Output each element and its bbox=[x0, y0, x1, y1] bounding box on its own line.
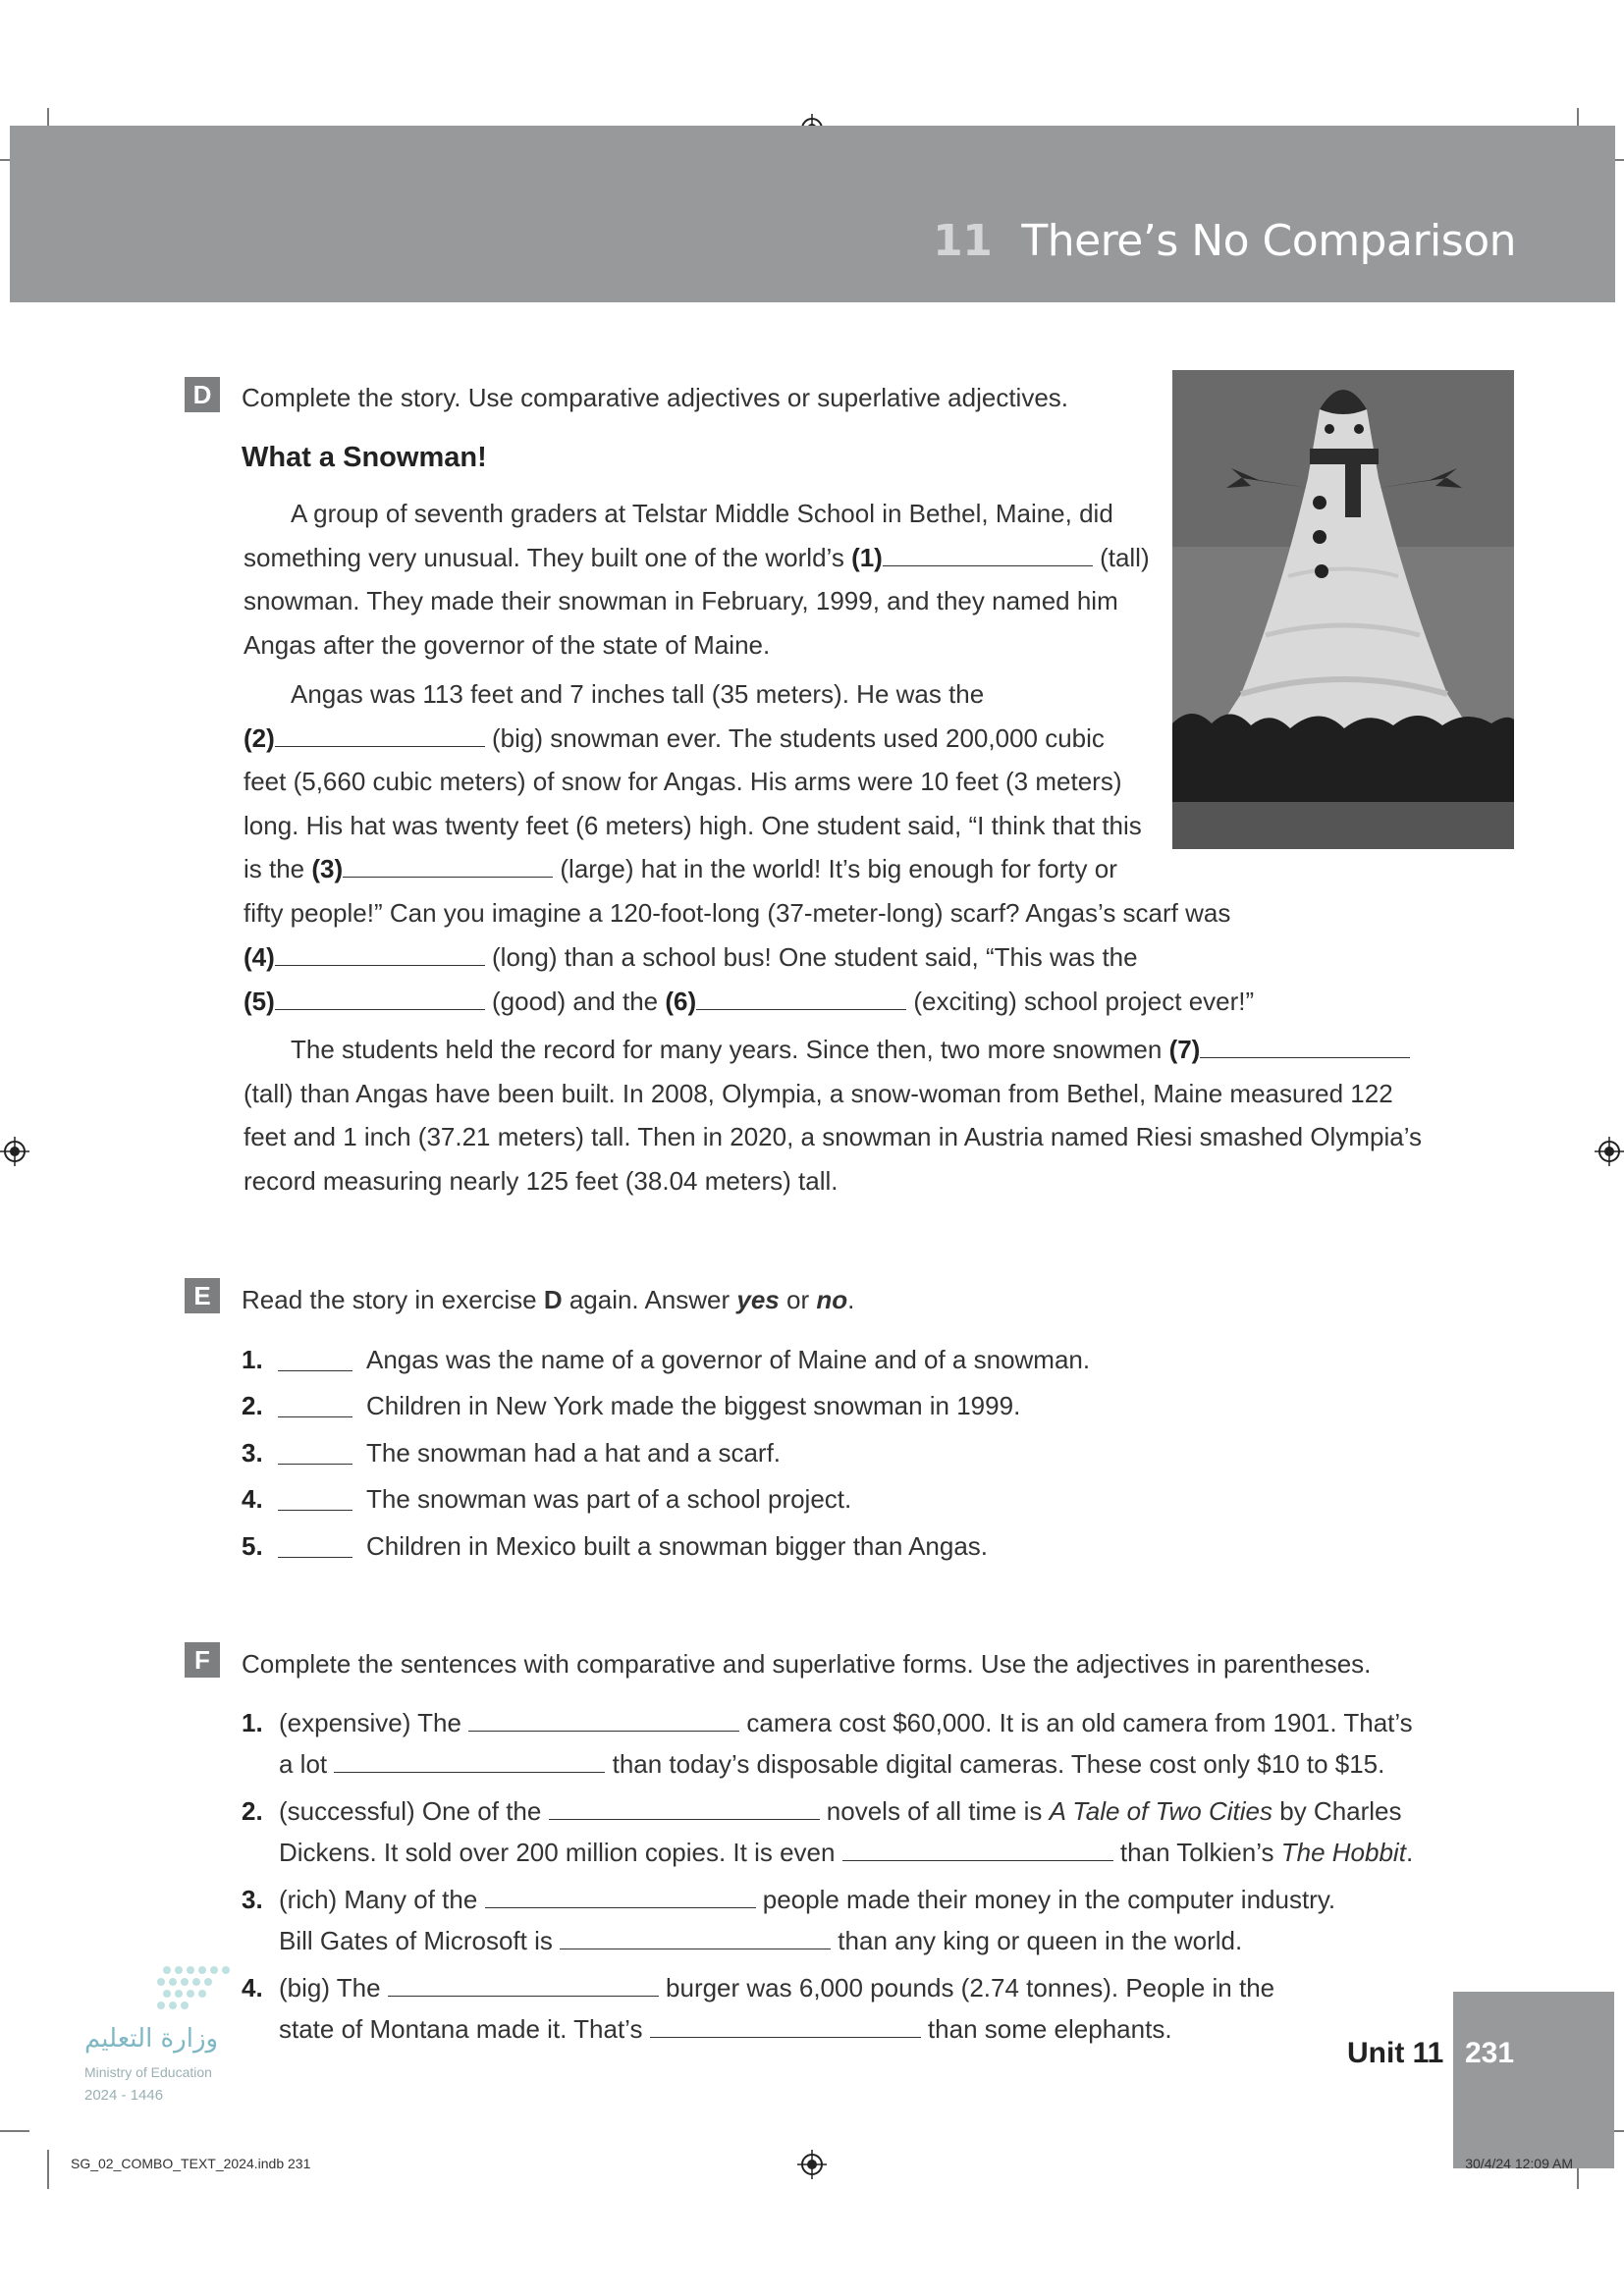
answer-blank[interactable] bbox=[549, 1797, 820, 1820]
exercise-f-instruction: Complete the sentences with comparative and superlative forms. Use the adjectives in parentheses. bbox=[242, 1649, 1372, 1679]
question-number: 5. bbox=[242, 1531, 263, 1561]
ministry-name-english: Ministry of Education bbox=[84, 2064, 212, 2080]
ministry-year: 2024 - 1446 bbox=[84, 2087, 164, 2104]
answer-blank[interactable] bbox=[278, 1343, 352, 1371]
answer-blank[interactable] bbox=[842, 1839, 1113, 1861]
registration-mark-icon bbox=[0, 1137, 29, 1166]
question-number: 1. bbox=[242, 1708, 263, 1737]
answer-blank[interactable] bbox=[485, 1886, 756, 1908]
question-text: Children in New York made the biggest snowman in 1999. bbox=[366, 1391, 1021, 1420]
unit-title: There’s No Comparison bbox=[1021, 216, 1516, 266]
answer-blank[interactable] bbox=[275, 943, 485, 966]
page-number-box bbox=[1453, 1992, 1614, 2168]
crop-mark bbox=[47, 2150, 49, 2189]
story-line: (tall) than Angas have been built. In 2008, Olympia, a snow-woman from Bethel, Maine measured 122 bbox=[244, 1079, 1393, 1108]
question-number: 3. bbox=[242, 1438, 263, 1468]
answer-blank[interactable] bbox=[388, 1974, 659, 1997]
sentence-line: Dickens. It sold over 200 million copies. It is even than Tolkien’s The Hobbit. bbox=[279, 1838, 1414, 1867]
story-line: feet (5,660 cubic meters) of snow for Angas. His arms were 10 feet (3 meters) bbox=[244, 767, 1122, 796]
answer-blank[interactable] bbox=[278, 1482, 352, 1511]
story-line: Angas was 113 feet and 7 inches tall (35 meters). He was the bbox=[291, 679, 985, 709]
answer-blank[interactable] bbox=[278, 1436, 352, 1465]
story-line: Angas after the governor of the state of Maine. bbox=[244, 630, 771, 660]
answer-blank[interactable] bbox=[560, 1927, 831, 1949]
print-slug-right: 30/4/24 12:09 AM bbox=[1465, 2156, 1573, 2171]
story-line: feet and 1 inch (37.21 meters) tall. Then in 2020, a snowman in Austria named Riesi smashed Olympia’s bbox=[244, 1122, 1422, 1151]
header-band bbox=[10, 126, 1615, 302]
registration-mark-icon bbox=[1595, 1137, 1624, 1166]
sentence-line: a lot than today’s disposable digital cameras. These cost only $10 to $15. bbox=[279, 1749, 1385, 1779]
sentence-line: (successful) One of the novels of all time is A Tale of Two Cities by Charles bbox=[279, 1796, 1402, 1826]
story-line: snowman. They made their snowman in February, 1999, and they named him bbox=[244, 586, 1118, 615]
answer-blank[interactable] bbox=[275, 988, 485, 1010]
sentence-line: (rich) Many of the people made their money in the computer industry. bbox=[279, 1885, 1336, 1914]
answer-blank[interactable] bbox=[650, 2015, 921, 2038]
unit-number: 11 bbox=[933, 216, 993, 266]
sentence-line: Bill Gates of Microsoft is than any king or queen in the world. bbox=[279, 1926, 1243, 1955]
question-number: 1. bbox=[242, 1345, 263, 1374]
exercise-d-badge: D bbox=[185, 377, 220, 412]
crop-mark bbox=[0, 2130, 29, 2132]
story-line: A group of seventh graders at Telstar Middle School in Bethel, Maine, did bbox=[291, 499, 1113, 528]
answer-blank[interactable] bbox=[1200, 1036, 1410, 1058]
answer-blank[interactable] bbox=[278, 1529, 352, 1558]
story-line: is the (3) (large) hat in the world! It’s big enough for forty or bbox=[244, 854, 1117, 883]
question-text: Angas was the name of a governor of Maine and of a snowman. bbox=[366, 1345, 1091, 1374]
snowman-photo bbox=[1172, 370, 1514, 849]
story-line: The students held the record for many years. Since then, two more snowmen (7) bbox=[291, 1033, 1410, 1066]
story-line: fifty people!” Can you imagine a 120-foot-long (37-meter-long) scarf? Angas’s scarf was bbox=[244, 898, 1231, 928]
answer-blank[interactable] bbox=[696, 988, 906, 1010]
question-number: 4. bbox=[242, 1973, 263, 2002]
question-number: 3. bbox=[242, 1885, 263, 1914]
story-line: record measuring nearly 125 feet (38.04 meters) tall. bbox=[244, 1166, 839, 1196]
question-text: Children in Mexico built a snowman bigger than Angas. bbox=[366, 1531, 989, 1561]
answer-blank[interactable] bbox=[883, 544, 1093, 566]
answer-blank[interactable] bbox=[334, 1750, 605, 1773]
question-text: The snowman had a hat and a scarf. bbox=[366, 1438, 782, 1468]
sentence-line: (big) The burger was 6,000 pounds (2.74 tonnes). People in the bbox=[279, 1973, 1275, 2002]
exercise-e-badge: E bbox=[185, 1278, 220, 1313]
question-number: 2. bbox=[242, 1391, 263, 1420]
story-line: something very unusual. They built one of the world’s (1) (tall) bbox=[244, 543, 1150, 572]
question-number: 2. bbox=[242, 1796, 263, 1826]
exercise-d-instruction: Complete the story. Use comparative adjectives or superlative adjectives. bbox=[242, 383, 1069, 412]
answer-blank[interactable] bbox=[468, 1709, 739, 1732]
answer-blank[interactable] bbox=[278, 1389, 352, 1417]
exercise-e-instruction: Read the story in exercise D again. Answer yes or no. bbox=[242, 1285, 855, 1314]
registration-mark-icon bbox=[797, 2150, 827, 2179]
answer-blank[interactable] bbox=[275, 724, 485, 747]
question-number: 4. bbox=[242, 1484, 263, 1514]
page-number: 231 bbox=[1465, 2037, 1515, 2069]
unit-label: Unit 11 bbox=[1347, 2037, 1444, 2069]
story-line: (5) (good) and the (6) (exciting) school project ever!” bbox=[244, 987, 1255, 1016]
story-line: (2) (big) snowman ever. The students used 200,000 cubic bbox=[244, 723, 1105, 753]
page-title bbox=[933, 216, 1516, 266]
story-line: (4) (long) than a school bus! One student said, “This was the bbox=[244, 942, 1138, 972]
answer-blank[interactable] bbox=[343, 855, 553, 878]
sentence-line: (expensive) The camera cost $60,000. It is an old camera from 1901. That’s bbox=[279, 1708, 1413, 1737]
question-text: The snowman was part of a school project. bbox=[366, 1484, 852, 1514]
story-line: long. His hat was twenty feet (6 meters) high. One student said, “I think that this bbox=[244, 811, 1142, 840]
print-slug-left: SG_02_COMBO_TEXT_2024.indb 231 bbox=[71, 2156, 311, 2171]
ministry-name-arabic: وزارة التعليم bbox=[84, 2024, 219, 2054]
story-title: What a Snowman! bbox=[242, 442, 487, 473]
sentence-line: state of Montana made it. That’s than some elephants. bbox=[279, 2014, 1172, 2044]
exercise-f-badge: F bbox=[185, 1642, 220, 1678]
